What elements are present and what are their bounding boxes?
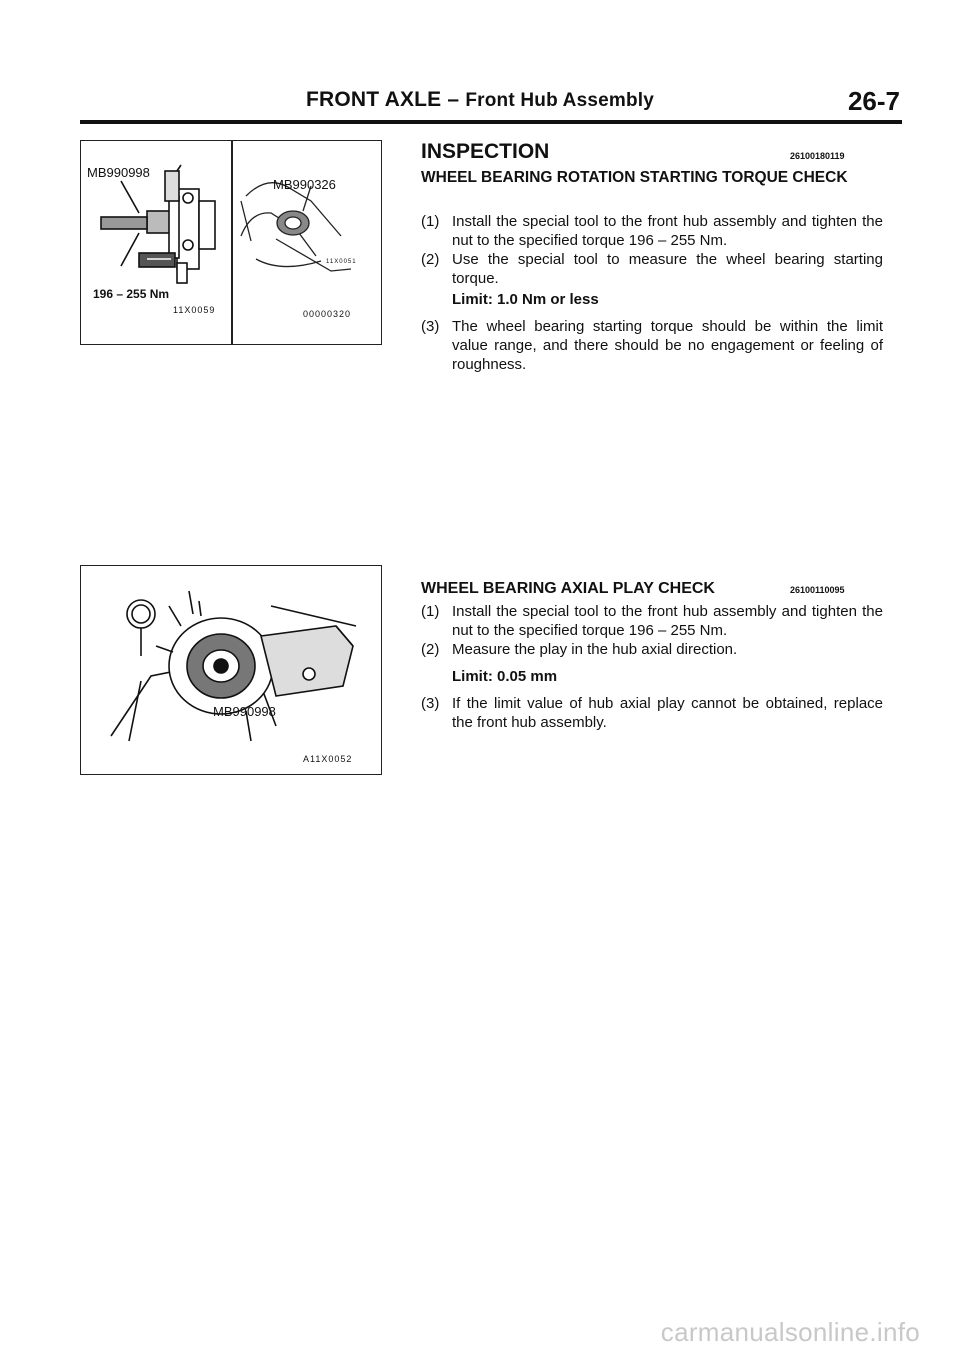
inspection-code: 26100180119 <box>790 151 845 161</box>
figure-code-small: 11X0051 <box>326 259 357 265</box>
tool-label-mb990998: MB990998 <box>87 165 150 180</box>
header-rule <box>80 120 902 124</box>
figure-code-right: 00000320 <box>303 309 352 319</box>
inspection-step-3 <box>421 317 883 374</box>
page-title <box>306 88 654 112</box>
inspection-limit: Limit: 1.0 Nm or less <box>452 291 599 308</box>
watermark: carmanualsonline.info <box>660 1317 920 1347</box>
step-number: (1) <box>421 603 440 620</box>
axial-limit: Limit: 0.05 mm <box>452 668 558 685</box>
axial-play-heading: WHEEL BEARING AXIAL PLAY CHECK <box>421 580 715 597</box>
step-number: (3) <box>421 318 440 335</box>
section-title: FRONT AXLE – <box>306 88 460 111</box>
figure-torque-check <box>80 140 382 345</box>
step-text: Measure the play in the hub axial direction. <box>452 641 738 658</box>
step-text: If the limit value of hub axial play cannot be obtained, replace the front hub assembly. <box>452 695 883 731</box>
step-text: Install the special tool to the front hub assembly and tighten the nut to the specified torque 196 – 255 Nm. <box>452 213 883 249</box>
figure-axial-play <box>80 565 382 775</box>
inspection-heading: INSPECTION <box>421 140 550 163</box>
torque-label: 196 – 255 Nm <box>93 287 170 301</box>
tool-label-mb990998: MB990998 <box>213 704 276 719</box>
page-number: 26-7 <box>847 86 900 116</box>
step-number: (3) <box>421 695 440 712</box>
section-subtitle: Front Hub Assembly <box>465 90 655 111</box>
step-text: Use the special tool to measure the wheel bearing starting torque. <box>452 251 883 287</box>
axial-step-1 <box>421 602 883 640</box>
axial-step-3 <box>421 694 883 732</box>
axial-step-2 <box>421 640 883 659</box>
inspection-step-2 <box>421 250 883 288</box>
rotation-torque-subheading: WHEEL BEARING ROTATION STARTING TORQUE CHECK <box>421 169 848 186</box>
figure-code: A11X0052 <box>303 754 353 764</box>
inspection-step-1 <box>421 212 883 250</box>
step-number: (2) <box>421 641 440 658</box>
figure-code-left: 11X0059 <box>173 305 216 315</box>
step-text: Install the special tool to the front hub assembly and tighten the nut to the specified torque 196 – 255 Nm. <box>452 603 883 639</box>
step-number: (1) <box>421 213 440 230</box>
dial-gauge-illustration <box>81 566 381 774</box>
tool-label-mb990326: MB990326 <box>273 177 336 192</box>
axial-play-code: 26100110095 <box>790 585 845 595</box>
step-text: The wheel bearing starting torque should be within the limit value range, and there should be no engagement or feeling of roughness. <box>452 318 883 373</box>
step-number: (2) <box>421 251 440 268</box>
